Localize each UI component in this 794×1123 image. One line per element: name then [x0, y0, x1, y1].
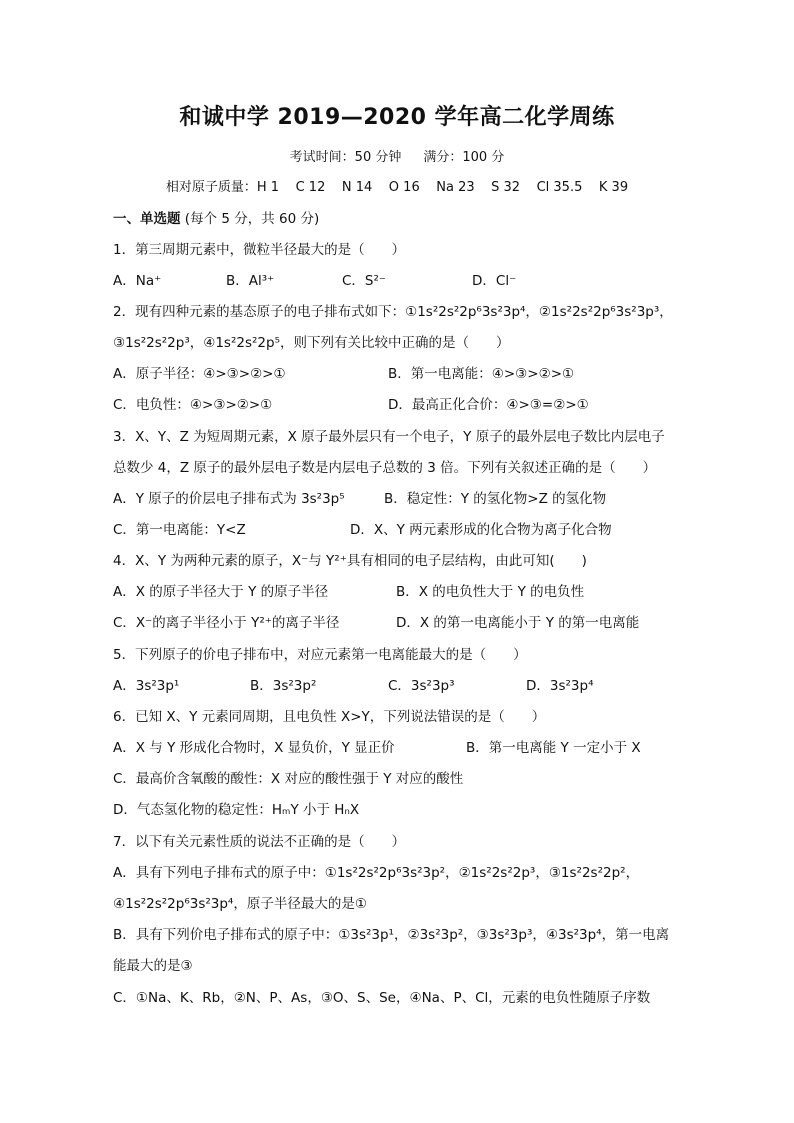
- q4-option-b: B．X 的电负性大于 Y 的电负性: [396, 584, 585, 600]
- q6-option-d: D．气态氢化物的稳定性：HₘY 小于 HₙX: [113, 802, 360, 818]
- question-7-stem: 7．以下有关元素性质的说法不正确的是（ ）: [113, 834, 406, 850]
- question-3-stem-line2: 总数少 4，Z 原子的最外层电子数是内层电子总数的 3 倍。下列有关叙述正确的是（ ）: [113, 460, 657, 476]
- q5-option-b: B．3s²3p²: [250, 678, 317, 694]
- q7-option-c-line1: C．①Na、K、Rb，②N、P、As，③O、S、Se，④Na、P、Cl，元素的电负性随原子序数: [113, 990, 651, 1006]
- q2-option-d: D．最高正化合价：④>③=②>①: [388, 397, 589, 413]
- question-5-stem: 5．下列原子的价电子排布中，对应元素第一电离能最大的是（ ）: [113, 647, 527, 663]
- q3-option-c: C．第一电离能：Y<Z: [113, 522, 246, 538]
- q5-option-a: A．3s²3p¹: [113, 678, 180, 694]
- question-1-stem: 1．第三周期元素中，微粒半径最大的是（ ）: [113, 242, 406, 258]
- q4-option-a: A．X 的原子半径大于 Y 的原子半径: [113, 584, 329, 600]
- q6-option-c: C．最高价含氧酸的酸性：X 对应的酸性强于 Y 对应的酸性: [113, 771, 464, 787]
- question-2-stem-line2: ③1s²2s²2p³，④1s²2s²2p⁵，则下列有关比较中正确的是（ ）: [113, 335, 510, 351]
- section-heading: [113, 207, 319, 227]
- q2-option-a: A．原子半径：④>③>②>①: [113, 366, 286, 382]
- q2-option-c: C．电负性：④>③>②>①: [113, 397, 273, 413]
- atomic-masses: 相对原子质量：H 1 C 12 N 14 O 16 Na 23 S 32 Cl 35.5 K 39: [165, 180, 629, 195]
- q4-option-d: D．X 的第一电离能小于 Y 的第一电离能: [396, 615, 640, 631]
- q1-option-c: C．S²⁻: [342, 273, 387, 289]
- full-score: 满分：100 分: [423, 150, 505, 165]
- question-2-stem-line1: 2．现有四种元素的基态原子的电子排布式如下：①1s²2s²2p⁶3s²3p⁴，②1s²2s²2p⁶3s²3p³，: [113, 304, 673, 320]
- q1-option-d: D．Cl⁻: [472, 273, 517, 289]
- question-6-stem: 6．已知 X、Y 元素同周期，且电负性 X>Y，下列说法错误的是（ ）: [113, 709, 546, 725]
- question-3-stem-line1: 3．X、Y、Z 为短周期元素，X 原子最外层只有一个电子，Y 原子的最外层电子数比内层电子: [113, 429, 665, 445]
- section-title: 一、单选题: [113, 211, 181, 227]
- q7-option-b-line1: B．具有下列价电子排布式的原子中：①3s²3p¹，②3s²3p²，③3s²3p³，④3s²3p⁴，第一电离: [113, 927, 670, 943]
- q2-option-b: B．第一电离能：④>③>②>①: [388, 366, 575, 382]
- q3-option-d: D．X、Y 两元素形成的化合物为离子化合物: [350, 522, 612, 538]
- question-4-stem: 4．X、Y 为两种元素的原子，X⁻与 Y²⁺具有相同的电子层结构，由此可知( ): [113, 553, 587, 569]
- q7-option-a-line2: ④1s²2s²2p⁶3s²3p⁴，原子半径最大的是①: [113, 896, 367, 912]
- section-note: (每个 5 分，共 60 分): [184, 211, 320, 227]
- exam-info: [0, 146, 794, 165]
- q1-option-a: A．Na⁺: [113, 273, 162, 289]
- exam-time: 考试时间：50 分钟: [289, 150, 402, 165]
- q6-option-a: A．X 与 Y 形成化合物时，X 显负价，Y 显正价: [113, 740, 395, 756]
- q5-option-c: C．3s²3p³: [388, 678, 455, 694]
- q5-option-d: D．3s²3p⁴: [526, 678, 594, 694]
- q3-option-b: B．稳定性：Y 的氢化物>Z 的氢化物: [384, 491, 607, 507]
- q3-option-a: A．Y 原子的价层电子排布式为 3s²3p⁵: [113, 491, 345, 507]
- q7-option-a-line1: A．具有下列电子排布式的原子中：①1s²2s²2p⁶3s²3p²，②1s²2s²2p³，③1s²2s²2p²，: [113, 865, 640, 881]
- q4-option-c: C．X⁻的离子半径小于 Y²⁺的离子半径: [113, 615, 340, 631]
- q7-option-b-line2: 能最大的是③: [113, 958, 193, 974]
- page-title: 和诚中学 2019—2020 学年高二化学周练: [179, 105, 615, 130]
- q6-option-b: B．第一电离能 Y 一定小于 X: [466, 740, 641, 756]
- q1-option-b: B．Al³⁺: [226, 273, 275, 289]
